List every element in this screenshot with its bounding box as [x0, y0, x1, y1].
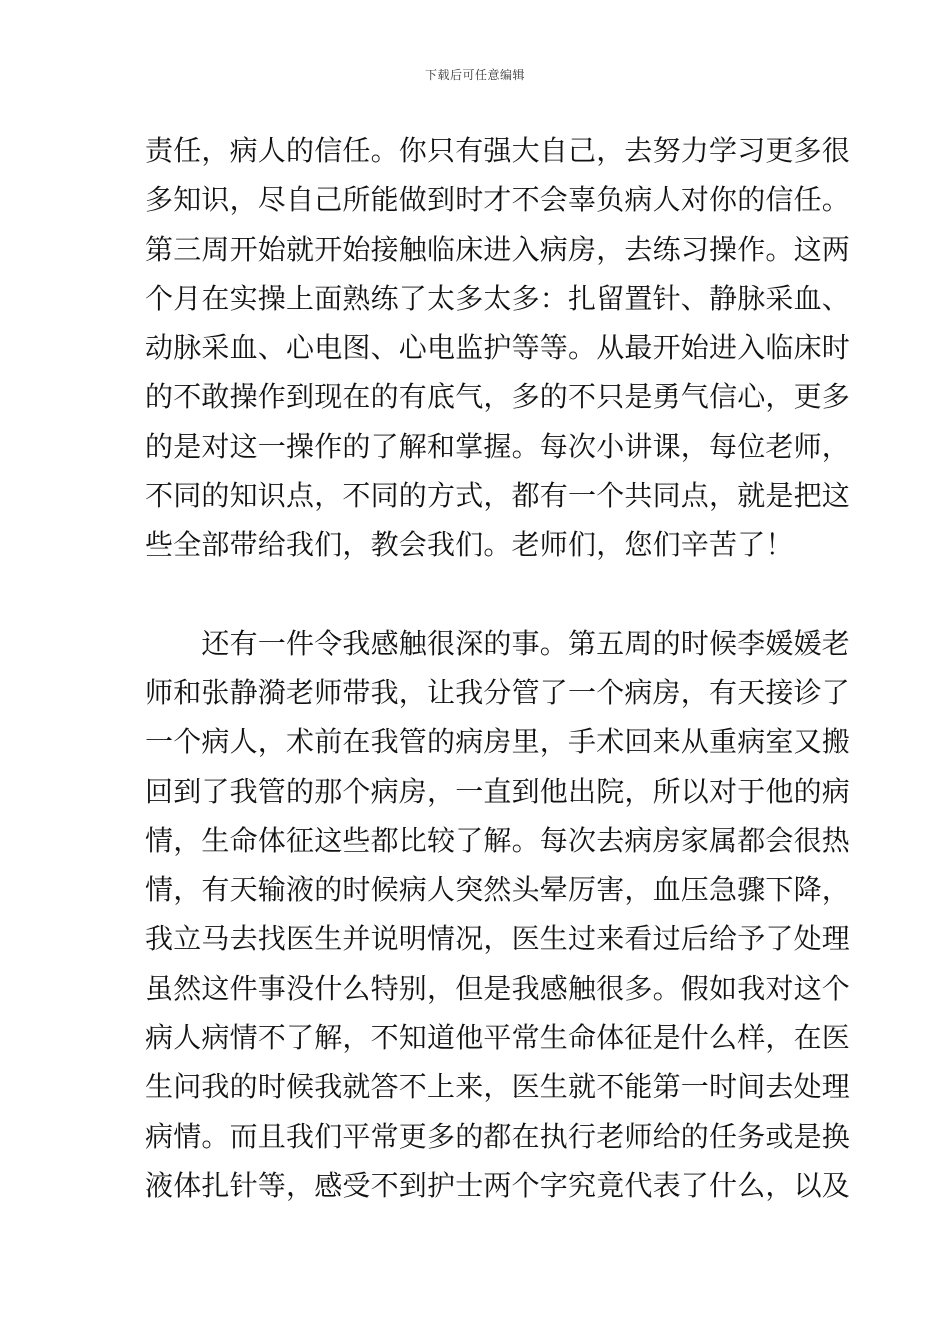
- paragraph-gap: [145, 570, 815, 619]
- text-line: 液体扎针等，感受不到护士两个字究竟代表了什么，以及: [145, 1168, 851, 1202]
- page-header: 下载后可任意编辑: [424, 68, 525, 82]
- text-line: 我立马去找医生并说明情况，医生过来看过后给予了处理: [145, 922, 851, 956]
- text-line: 的不敢操作到现在的有底气，多的不只是勇气信心，更多: [145, 380, 851, 414]
- text-line: 情，生命体征这些都比较了解。每次去病房家属都会很热: [145, 823, 851, 857]
- paragraph-2: [145, 619, 851, 1211]
- text-line: 第三周开始就开始接触临床进入病房，去练习操作。这两: [145, 232, 851, 266]
- text-line: 动脉采血、心电图、心电监护等等。从最开始进入临床时: [145, 331, 851, 365]
- text-line: 情，有天输液的时候病人突然头晕厉害，血压急骤下降，: [145, 873, 851, 907]
- document-body: [145, 126, 851, 1210]
- text-line: 一个病人，术前在我管的病房里，手术回来从重病室又搬: [145, 725, 851, 759]
- text-line: 师和张静漪老师带我，让我分管了一个病房，有天接诊了: [145, 675, 851, 709]
- text-line: 的是对这一操作的了解和掌握。每次小讲课，每位老师，: [145, 429, 851, 463]
- text-line: 多知识，尽自己所能做到时才不会辜负病人对你的信任。: [145, 183, 851, 217]
- text-line: 病情。而且我们平常更多的都在执行老师给的任务或是换: [145, 1119, 851, 1153]
- text-line: 病人病情不了解，不知道他平常生命体征是什么样，在医: [145, 1021, 851, 1055]
- text-line: 生问我的时候我就答不上来，医生就不能第一时间去处理: [145, 1070, 851, 1104]
- text-line: 还有一件令我感触很深的事。第五周的时候李媛媛老: [145, 626, 851, 660]
- text-line: 回到了我管的那个病房，一直到他出院，所以对于他的病: [145, 774, 851, 808]
- text-line: 责任，病人的信任。你只有强大自己，去努力学习更多很: [145, 134, 851, 167]
- text-line: 虽然这件事没什么特别，但是我感触很多。假如我对这个: [145, 971, 851, 1005]
- text-line: 不同的知识点，不同的方式，都有一个共同点，就是把这: [145, 479, 851, 513]
- text-line: 个月在实操上面熟练了太多太多：扎留置针、静脉采血、: [145, 281, 851, 315]
- paragraph-1: [145, 126, 851, 570]
- text-line: 些全部带给我们，教会我们。老师们，您们辛苦了！: [145, 528, 794, 562]
